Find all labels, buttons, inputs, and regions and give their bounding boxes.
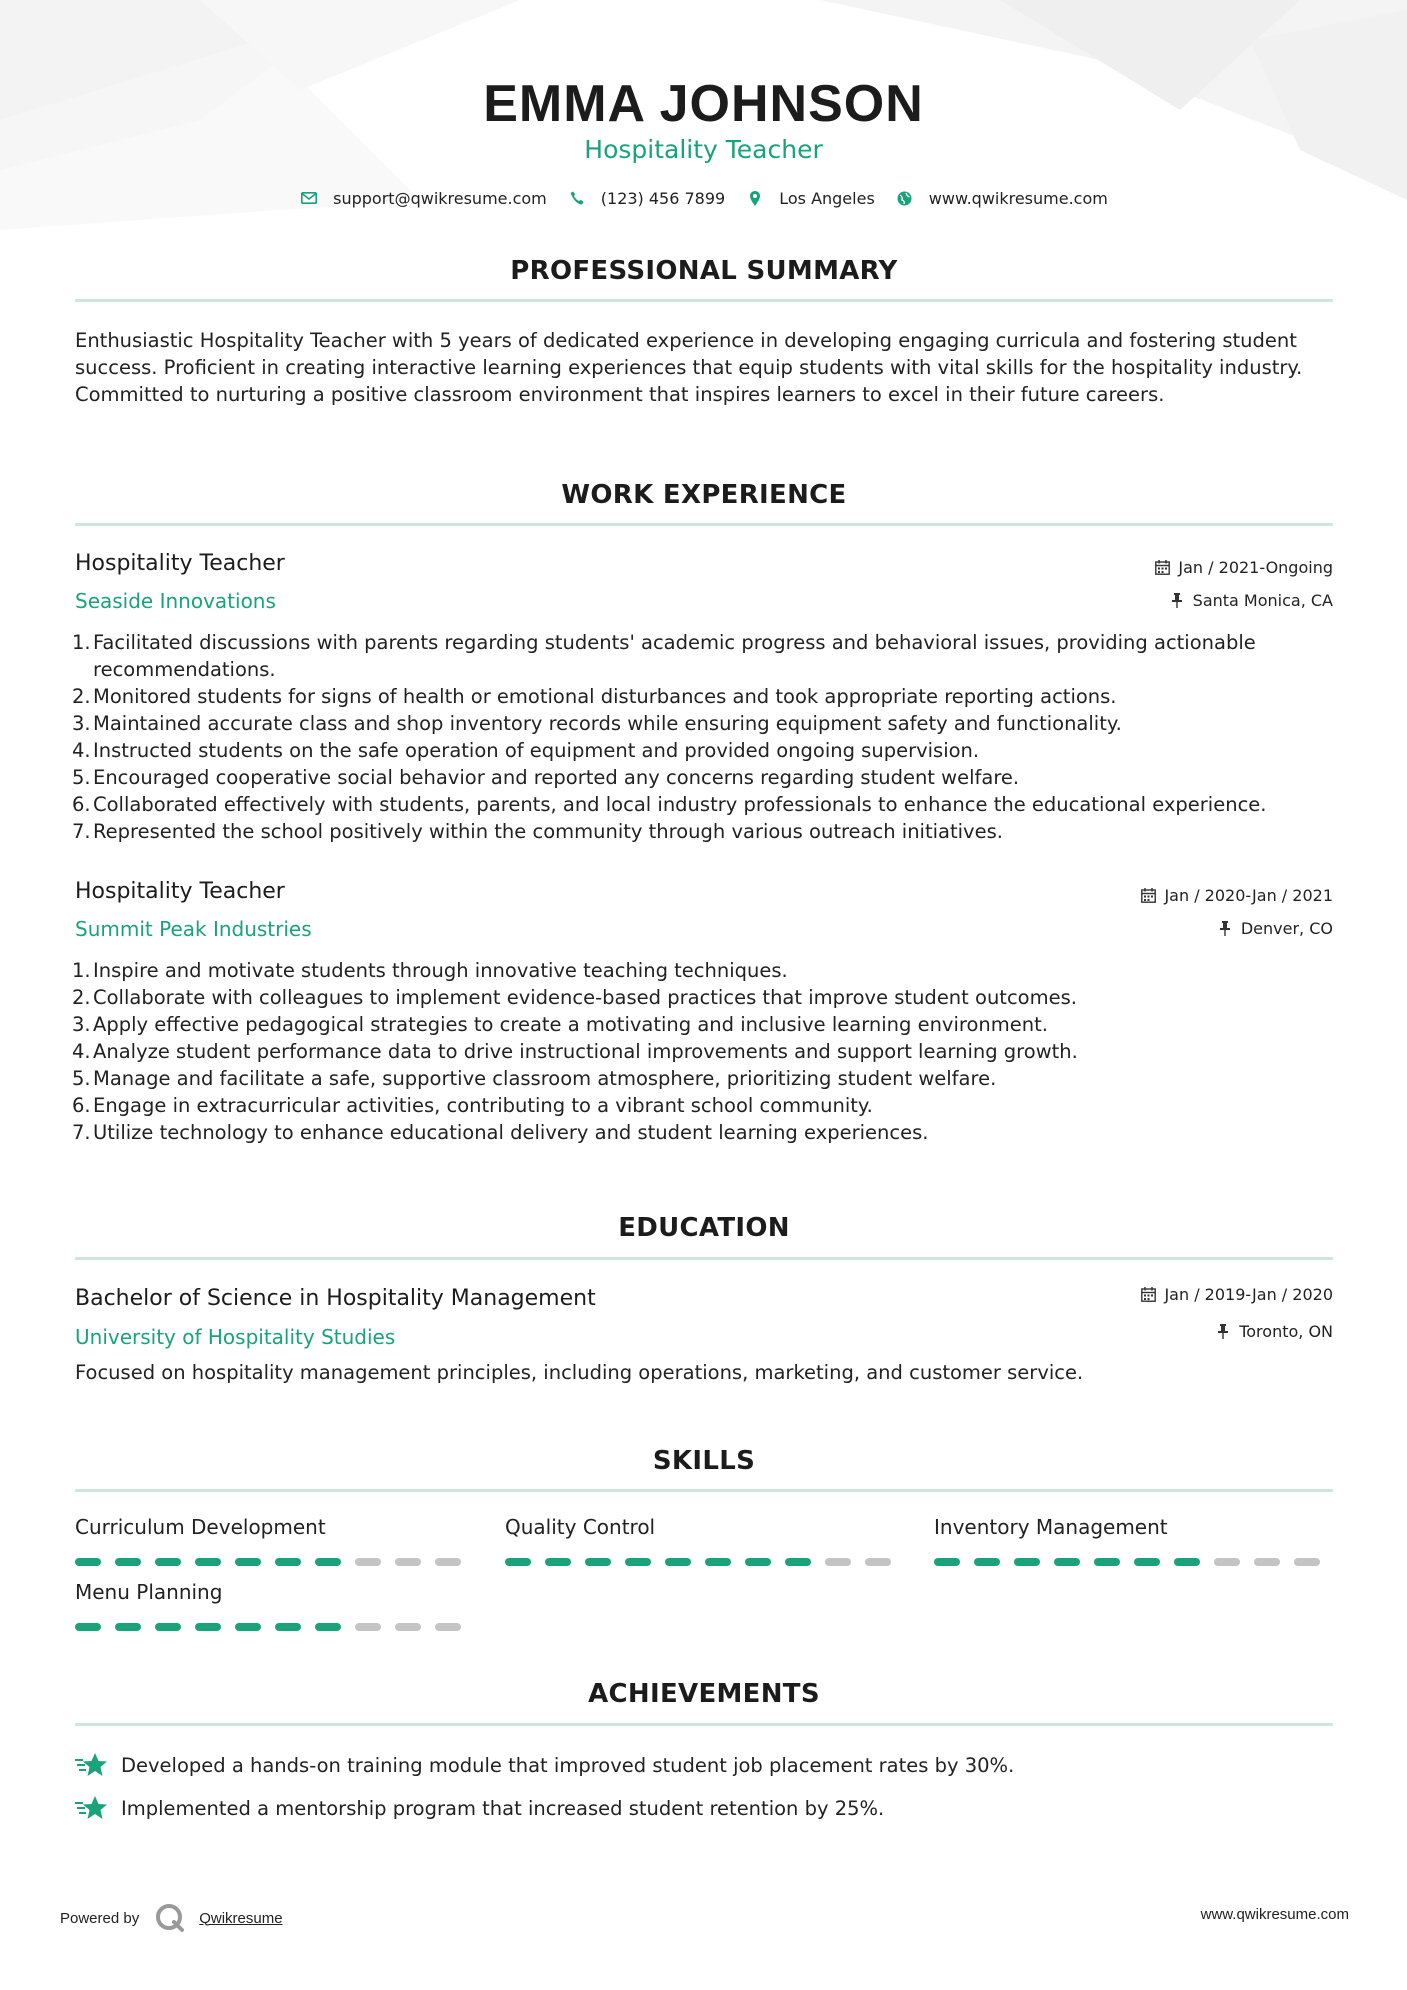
skill-dot-empty: [1294, 1558, 1320, 1566]
pushpin-icon: [1169, 593, 1185, 609]
achievement-item: [75, 1750, 1014, 1780]
map-pin-icon: [745, 188, 765, 208]
bullet-item: [72, 818, 1342, 845]
bullet-text: Collaborate with colleagues to implement evidence-based practices that improve student outcomes.: [93, 986, 1077, 1009]
bullet-text: Encouraged cooperative social behavior and reported any concerns regarding student welfare.: [93, 766, 1020, 789]
contact-phone[interactable]: [567, 188, 725, 208]
skill-dot-filled: [1054, 1558, 1080, 1566]
bullet-item: [72, 710, 1342, 737]
skill-dot-filled: [75, 1558, 101, 1566]
skill-dot-filled: [665, 1558, 691, 1566]
qwikresume-logo-icon: [155, 1903, 185, 1933]
skill-dot-filled: [585, 1558, 611, 1566]
skill-item: [934, 1515, 1334, 1566]
skill-dot-filled: [1134, 1558, 1160, 1566]
skill-item: [75, 1515, 475, 1566]
skill-dot-filled: [275, 1623, 301, 1631]
job-bullets: [72, 629, 1342, 845]
bullet-text: Utilize technology to enhance educational delivery and student learning experiences.: [93, 1121, 929, 1144]
skill-level-bar: [75, 1558, 475, 1566]
skills-heading: SKILLS: [652, 1446, 756, 1476]
skill-dot-filled: [195, 1558, 221, 1566]
job-title: Hospitality Teacher: [75, 879, 285, 904]
skill-level-bar: [934, 1558, 1334, 1566]
skill-item: [75, 1580, 475, 1631]
skill-name: Quality Control: [505, 1515, 656, 1539]
education-degree: Bachelor of Science in Hospitality Management: [75, 1286, 596, 1311]
contact-location: [745, 188, 875, 208]
globe-icon: [895, 188, 915, 208]
job-location: [1217, 919, 1333, 938]
job-location: [1169, 591, 1333, 610]
pushpin-icon: [1217, 921, 1233, 937]
skill-dot-filled: [235, 1623, 261, 1631]
skill-dot-empty: [1254, 1558, 1280, 1566]
bullet-text: Facilitated discussions with parents regarding students' academic progress and behavioral issues, providing actionable recommendations.: [93, 631, 1256, 681]
summary-divider: [75, 299, 1333, 302]
skill-dot-filled: [1014, 1558, 1040, 1566]
skill-dot-filled: [195, 1623, 221, 1631]
bullet-number: 4.: [72, 739, 91, 762]
achievements-heading: ACHIEVEMENTS: [588, 1679, 820, 1709]
skill-dot-empty: [1214, 1558, 1240, 1566]
bullet-text: Instructed students on the safe operation of equipment and provided ongoing supervision.: [93, 739, 980, 762]
skill-name: Menu Planning: [75, 1580, 223, 1604]
bullet-text: Represented the school positively within the community through various outreach initiatives.: [93, 820, 1003, 843]
experience-divider: [75, 523, 1333, 526]
skill-level-bar: [75, 1623, 475, 1631]
bullet-text: Maintained accurate class and shop inventory records while ensuring equipment safety and functionality.: [93, 712, 1122, 735]
skill-dot-empty: [825, 1558, 851, 1566]
skill-dot-filled: [1174, 1558, 1200, 1566]
footer-website-link[interactable]: www.qwikresume.com: [1200, 1906, 1349, 1923]
education-dates: [1140, 1285, 1333, 1304]
bullet-item: [72, 1065, 1342, 1092]
summary-heading: PROFESSIONAL SUMMARY: [510, 256, 898, 286]
bullet-text: Collaborated effectively with students, parents, and local industry professionals to enhance the educational experience.: [93, 793, 1267, 816]
education-divider: [75, 1257, 1333, 1260]
skill-dot-filled: [974, 1558, 1000, 1566]
powered-by-label: Powered by: [60, 1909, 140, 1927]
bullet-number: 1.: [72, 959, 91, 982]
bullet-item: [72, 791, 1342, 818]
bullet-item: [72, 737, 1342, 764]
bullet-item: [72, 1119, 1342, 1146]
education-location: [1215, 1322, 1333, 1341]
contact-email-text: support@qwikresume.com: [333, 188, 547, 208]
skill-level-bar: [505, 1558, 905, 1566]
achievement-item: [75, 1793, 884, 1823]
skill-dot-filled: [745, 1558, 771, 1566]
bullet-number: 4.: [72, 1040, 91, 1063]
skill-dot-empty: [395, 1558, 421, 1566]
summary-text: Enthusiastic Hospitality Teacher with 5 years of dedicated experience in developing engaging curricula and fostering student success. Proficient in creating interactive learning experiences that equip students with vital skills for the hospitality industry. Committed to nurturing a positive classroom environment that inspires learners to excel in their future careers.: [75, 329, 1303, 406]
footer-powered-by: [60, 1903, 283, 1933]
candidate-role: Hospitality Teacher: [584, 135, 823, 164]
skill-dot-filled: [545, 1558, 571, 1566]
skill-name: Inventory Management: [934, 1515, 1168, 1539]
job-dates: [1140, 886, 1333, 905]
bullet-number: 3.: [72, 1013, 91, 1036]
bullet-number: 5.: [72, 1067, 91, 1090]
skill-dot-filled: [315, 1623, 341, 1631]
bullet-item: [72, 957, 1342, 984]
bullet-number: 1.: [72, 631, 91, 654]
skill-dot-empty: [395, 1623, 421, 1631]
bullet-text: Analyze student performance data to drive instructional improvements and support learning growth.: [93, 1040, 1078, 1063]
calendar-icon: [1154, 560, 1170, 576]
skill-dot-filled: [505, 1558, 531, 1566]
education-location-text: Toronto, ON: [1239, 1322, 1333, 1341]
bullet-item: [72, 1011, 1342, 1038]
envelope-icon: [299, 188, 319, 208]
star-award-icon: [75, 1750, 109, 1780]
bullet-number: 6.: [72, 1094, 91, 1117]
education-dates-text: Jan / 2019-Jan / 2020: [1164, 1285, 1333, 1304]
bullet-item: [72, 683, 1342, 710]
contact-website[interactable]: [895, 188, 1108, 208]
experience-heading: WORK EXPERIENCE: [561, 480, 847, 510]
skill-name: Curriculum Development: [75, 1515, 326, 1539]
job-location-text: Denver, CO: [1240, 919, 1333, 938]
skill-dot-filled: [115, 1623, 141, 1631]
education-heading: EDUCATION: [618, 1213, 790, 1243]
achievements-divider: [75, 1723, 1333, 1726]
bullet-text: Monitored students for signs of health or emotional disturbances and took appropriate reporting actions.: [93, 685, 1117, 708]
job-location-text: Santa Monica, CA: [1192, 591, 1333, 610]
bullet-number: 7.: [72, 1121, 91, 1144]
contact-website-text: www.qwikresume.com: [928, 188, 1108, 208]
bullet-number: 2.: [72, 986, 91, 1009]
skills-divider: [75, 1489, 1333, 1492]
skill-dot-filled: [275, 1558, 301, 1566]
bullet-item: [72, 764, 1342, 791]
contact-phone-text: (123) 456 7899: [600, 188, 726, 208]
skill-dot-empty: [355, 1623, 381, 1631]
skill-dot-filled: [1094, 1558, 1120, 1566]
bullet-text: Manage and facilitate a safe, supportive classroom atmosphere, prioritizing student welfare.: [93, 1067, 997, 1090]
skill-dot-filled: [75, 1623, 101, 1631]
skill-dot-filled: [115, 1558, 141, 1566]
star-award-icon: [75, 1793, 109, 1823]
calendar-icon: [1140, 888, 1156, 904]
bullet-item: [72, 984, 1342, 1011]
contact-bar: [0, 188, 1407, 208]
bullet-item: [72, 1092, 1342, 1119]
skill-item: [505, 1515, 905, 1566]
contact-location-text: Los Angeles: [779, 188, 875, 208]
job-dates: [1154, 558, 1333, 577]
bullet-text: Apply effective pedagogical strategies to create a motivating and inclusive learning environment.: [93, 1013, 1048, 1036]
job-bullets: [72, 957, 1342, 1146]
skill-dot-filled: [235, 1558, 261, 1566]
bullet-number: 5.: [72, 766, 91, 789]
candidate-name: EMMA JOHNSON: [483, 75, 924, 133]
education-school: University of Hospitality Studies: [75, 1325, 396, 1349]
contact-email[interactable]: [299, 188, 547, 208]
skill-dot-filled: [705, 1558, 731, 1566]
skill-dot-filled: [785, 1558, 811, 1566]
skill-dot-filled: [315, 1558, 341, 1566]
skill-dot-empty: [435, 1623, 461, 1631]
bullet-number: 6.: [72, 793, 91, 816]
skill-dot-empty: [355, 1558, 381, 1566]
achievement-text: Developed a hands-on training module that improved student job placement rates by 30%.: [121, 1753, 1015, 1777]
skill-dot-filled: [934, 1558, 960, 1566]
job-dates-text: Jan / 2021-Ongoing: [1178, 558, 1333, 577]
bullet-text: Inspire and motivate students through innovative teaching techniques.: [93, 959, 788, 982]
pushpin-icon: [1215, 1324, 1231, 1340]
job-title: Hospitality Teacher: [75, 551, 285, 576]
achievement-text: Implemented a mentorship program that increased student retention by 25%.: [121, 1796, 885, 1820]
skill-dot-filled: [155, 1623, 181, 1631]
skill-dot-empty: [435, 1558, 461, 1566]
calendar-icon: [1140, 1287, 1156, 1303]
phone-icon: [567, 188, 587, 208]
skill-dot-filled: [625, 1558, 651, 1566]
job-dates-text: Jan / 2020-Jan / 2021: [1164, 886, 1333, 905]
education-description: Focused on hospitality management principles, including operations, marketing, and customer service.: [75, 1361, 1084, 1384]
job-company: Summit Peak Industries: [75, 917, 312, 941]
bullet-number: 7.: [72, 820, 91, 843]
skill-dot-filled: [155, 1558, 181, 1566]
job-company: Seaside Innovations: [75, 589, 276, 613]
footer-brand-link[interactable]: Qwikresume: [199, 1909, 283, 1927]
bullet-item: [72, 1038, 1342, 1065]
bullet-item: [72, 629, 1342, 683]
bullet-text: Engage in extracurricular activities, contributing to a vibrant school community.: [93, 1094, 873, 1117]
bullet-number: 2.: [72, 685, 91, 708]
skill-dot-empty: [865, 1558, 891, 1566]
bullet-number: 3.: [72, 712, 91, 735]
